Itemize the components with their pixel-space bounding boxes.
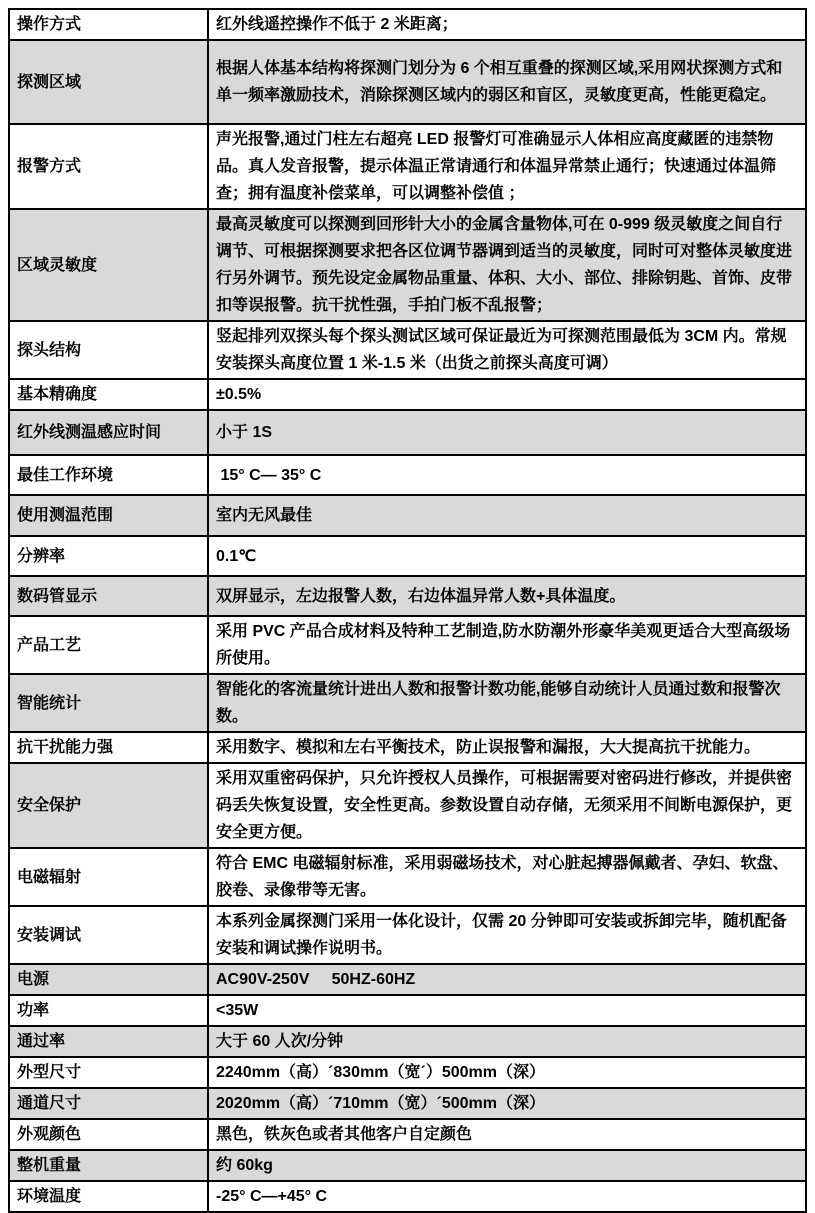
spec-label: 使用测温范围 <box>9 495 208 536</box>
table-row <box>9 995 806 1026</box>
table-row <box>9 576 806 616</box>
spec-label: 基本精确度 <box>9 379 208 410</box>
table-row <box>9 1181 806 1212</box>
spec-label: 安装调试 <box>9 906 208 964</box>
spec-value: 智能化的客流量统计进出人数和报警计数功能,能够自动统计人员通过数和报警次数。 <box>208 674 806 732</box>
spec-value: 根据人体基本结构将探测门划分为 6 个相互重叠的探测区域,采用网状探测方式和单一频率激励技术，消除探测区域内的弱区和盲区，灵敏度更高，性能更稳定。 <box>208 40 806 124</box>
spec-value: 符合 EMC 电磁辐射标准，采用弱磁场技术，对心脏起搏器佩戴者、孕妇、软盘、胶卷、录像带等无害。 <box>208 848 806 906</box>
spec-value: <35W <box>208 995 806 1026</box>
table-row <box>9 495 806 536</box>
table-row <box>9 124 806 209</box>
spec-value: -25° C—+45° C <box>208 1181 806 1212</box>
table-row <box>9 9 806 40</box>
spec-label: 功率 <box>9 995 208 1026</box>
spec-value: ±0.5% <box>208 379 806 410</box>
spec-value: 采用数字、模拟和左右平衡技术，防止误报警和漏报，大大提高抗干扰能力。 <box>208 732 806 763</box>
spec-value: 声光报警,通过门柱左右超亮 LED 报警灯可准确显示人体相应高度藏匿的违禁物品。真人发音报警，提示体温正常请通行和体温异常禁止通行；快速通过体温筛查；拥有温度补偿菜单，可以调整补偿值 ； <box>208 124 806 209</box>
spec-label: 外观颜色 <box>9 1119 208 1150</box>
spec-value: 2240mm（高）´830mm（宽´）500mm（深） <box>208 1057 806 1088</box>
spec-value: 最高灵敏度可以探测到回形针大小的金属含量物体,可在 0-999 级灵敏度之间自行调节、可根据探测要求把各区位调节器调到适当的灵敏度，同时可对整体灵敏度进行另外调节。预先设定金属物品重量、体积、大小、部位、排除钥匙、首饰、皮带扣等误报警。抗干扰性强，手拍门板不乱报警； <box>208 209 806 321</box>
spec-value: 采用双重密码保护，只允许授权人员操作，可根据需要对密码进行修改，并提供密码丢失恢复设置，安全性更高。参数设置自动存储，无须采用不间断电源保护，更安全更方便。 <box>208 763 806 848</box>
table-row <box>9 209 806 321</box>
spec-label: 数码管显示 <box>9 576 208 616</box>
table-row <box>9 763 806 848</box>
table-row <box>9 674 806 732</box>
table-row <box>9 1119 806 1150</box>
spec-label: 产品工艺 <box>9 616 208 674</box>
table-row <box>9 848 806 906</box>
table-row <box>9 1150 806 1181</box>
spec-label: 探测区域 <box>9 40 208 124</box>
spec-label: 安全保护 <box>9 763 208 848</box>
spec-label: 最佳工作环境 <box>9 455 208 495</box>
spec-value: 大于 60 人次/分钟 <box>208 1026 806 1057</box>
spec-label: 电源 <box>9 964 208 995</box>
table-row <box>9 616 806 674</box>
table-row <box>9 410 806 455</box>
spec-label: 智能统计 <box>9 674 208 732</box>
table-row <box>9 732 806 763</box>
spec-value: 2020mm（高）´710mm（宽）´500mm（深） <box>208 1088 806 1119</box>
spec-label: 报警方式 <box>9 124 208 209</box>
spec-value: 红外线遥控操作不低于 2 米距离； <box>208 9 806 40</box>
spec-value: 小于 1S <box>208 410 806 455</box>
spec-label: 区域灵敏度 <box>9 209 208 321</box>
table-row <box>9 1026 806 1057</box>
table-row <box>9 455 806 495</box>
spec-label: 操作方式 <box>9 9 208 40</box>
spec-value: 室内无风最佳 <box>208 495 806 536</box>
spec-value: 黑色，铁灰色或者其他客户自定颜色 <box>208 1119 806 1150</box>
spec-label: 红外线测温感应时间 <box>9 410 208 455</box>
spec-label: 通道尺寸 <box>9 1088 208 1119</box>
table-row <box>9 964 806 995</box>
spec-label: 探头结构 <box>9 321 208 379</box>
table-row <box>9 40 806 124</box>
spec-label: 通过率 <box>9 1026 208 1057</box>
spec-label: 外型尺寸 <box>9 1057 208 1088</box>
spec-value: 竖起排列双探头每个探头测试区域可保证最近为可探测范围最低为 3CM 内。常规安装探头高度位置 1 米-1.5 米（出货之前探头高度可调） <box>208 321 806 379</box>
spec-label: 抗干扰能力强 <box>9 732 208 763</box>
table-row <box>9 379 806 410</box>
spec-value: 采用 PVC 产品合成材料及特种工艺制造,防水防潮外形豪华美观更适合大型高级场所使用。 <box>208 616 806 674</box>
table-row <box>9 536 806 576</box>
table-row <box>9 1057 806 1088</box>
table-row <box>9 321 806 379</box>
spec-table-body <box>9 9 806 1212</box>
table-row <box>9 1088 806 1119</box>
spec-label: 整机重量 <box>9 1150 208 1181</box>
spec-value: 0.1℃ <box>208 536 806 576</box>
spec-label: 分辨率 <box>9 536 208 576</box>
spec-table <box>8 8 807 1213</box>
spec-value: 约 60kg <box>208 1150 806 1181</box>
spec-value: AC90V-250V 50HZ-60HZ <box>208 964 806 995</box>
spec-value: 15° C— 35° C <box>208 455 806 495</box>
spec-label: 电磁辐射 <box>9 848 208 906</box>
spec-value: 本系列金属探测门采用一体化设计，仅需 20 分钟即可安装或拆卸完毕，随机配备安装和调试操作说明书。 <box>208 906 806 964</box>
spec-label: 环境温度 <box>9 1181 208 1212</box>
spec-value: 双屏显示，左边报警人数，右边体温异常人数+具体温度。 <box>208 576 806 616</box>
table-row <box>9 906 806 964</box>
